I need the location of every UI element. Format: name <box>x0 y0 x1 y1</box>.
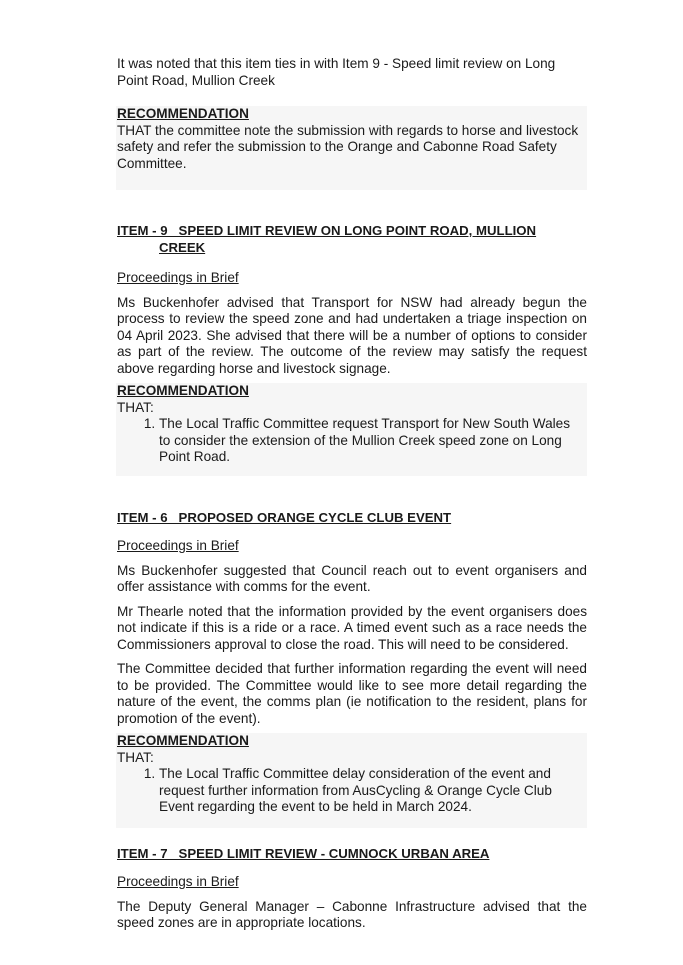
item-9-heading-line2: CREEK <box>159 239 206 255</box>
item-9-proceedings-heading: Proceedings in Brief <box>117 270 239 285</box>
item-7-section <box>117 846 587 932</box>
item-9-recommendation-heading: RECOMMENDATION <box>117 383 249 398</box>
item-6-recommendation-list <box>117 766 587 816</box>
item-9-section <box>117 223 587 476</box>
item-9-heading-line1: ITEM - 9 SPEED LIMIT REVIEW ON LONG POINT ROAD, MULLION <box>117 223 537 238</box>
item-7-heading-text: ITEM - 7 SPEED LIMIT REVIEW - CUMNOCK URBAN AREA <box>117 845 490 861</box>
item-6-recommendation-heading: RECOMMENDATION <box>117 733 249 748</box>
item-6-paragraph-3: The Committee decided that further information regarding the event will need to be provided. The Committee would like to see more detail regarding the nature of the event, the comms plan (ie notification to the resident, plans for promotion of the event). <box>117 661 587 726</box>
item-6-recommendation-item: 1. The Local Traffic Committee delay consideration of the event and request further information from AusCycling & Orange Cycle Club Event regarding the event to be held in March 2024. <box>159 766 587 816</box>
recommendation-box-item6 <box>116 733 587 828</box>
item-7-paragraph: The Deputy General Manager – Cabonne Infrastructure advised that the speed zones are in appropriate locations. <box>117 898 587 930</box>
item-9-paragraph: Ms Buckenhofer advised that Transport for NSW had already begun the process to review the speed zone and had undertaken a triage inspection on 04 April 2023. She advised that there will be a number of options to consider as part of the review. The outcome of the review may satisfy the request above regarding horse and livestock signage. <box>117 294 587 376</box>
recommendation-text: THAT the committee note the submission with regards to horse and livestock safety and refer the submission to the Orange and Cabonne Road Safety Committee. <box>117 122 579 171</box>
item-6-proceedings-heading: Proceedings in Brief <box>117 538 239 553</box>
recommendation-box-item9 <box>116 383 587 476</box>
item-6-paragraph-2: Mr Thearle noted that the information provided by the event organisers does not indicate if this is a ride or a race. A timed event such as a race needs the Commissioners approval to close the road. This will need to be considered. <box>117 603 587 652</box>
item-9-heading <box>117 223 587 256</box>
item-6-heading-text: ITEM - 6 PROPOSED ORANGE CYCLE CLUB EVENT <box>117 509 452 525</box>
item-7-heading <box>117 846 587 863</box>
intro-note: It was noted that this item ties in with Item 9 - Speed limit review on Long Point Road, Mullion Creek <box>117 56 556 88</box>
item-6-section <box>117 510 587 828</box>
item-6-paragraph-1: Ms Buckenhofer suggested that Council reach out to event organisers and offer assistance with comms for the event. <box>117 562 587 594</box>
item-9-recommendation-that: THAT: <box>117 399 154 415</box>
recommendation-box-item8 <box>116 106 587 190</box>
item-9-recommendation-item: 1. The Local Traffic Committee request Transport for New South Wales to consider the extension of the Mullion Creek speed zone on Long Point Road. <box>159 416 587 466</box>
item-6-heading <box>117 510 587 527</box>
item-7-proceedings-heading: Proceedings in Brief <box>117 874 239 889</box>
minutes-page <box>117 56 587 932</box>
recommendation-heading: RECOMMENDATION <box>117 106 249 121</box>
item-6-recommendation-that: THAT: <box>117 749 154 765</box>
item-9-recommendation-list <box>117 416 587 466</box>
